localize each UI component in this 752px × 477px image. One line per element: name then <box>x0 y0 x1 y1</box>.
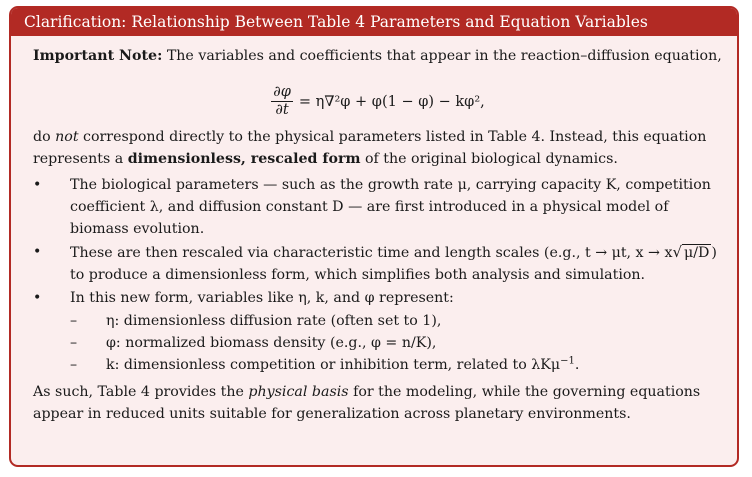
intro-paragraph <box>33 45 723 67</box>
equation-rhs: = η∇²φ + φ(1 − φ) − kφ², <box>298 93 485 110</box>
bullet-text-2b: ) to produce a dimensionless form, which simplifies both analysis and simulation. <box>70 245 717 283</box>
sub-bullet-text-3a: k: dimensionless competition or inhibition term, related to λKμ <box>106 357 561 373</box>
sub-bullet-text-3b: . <box>574 357 580 373</box>
bullet-icon: • <box>33 244 42 260</box>
dash-icon: – <box>70 335 78 351</box>
bullet-text-3: In this new form, variables like η, k, and φ represent: <box>70 290 454 306</box>
sub-bullet-text-2: φ: normalized biomass density (e.g., φ = n/K), <box>106 335 437 351</box>
reaction-diffusion-equation <box>33 81 723 123</box>
equation-denominator: ∂t <box>275 102 289 118</box>
box-header <box>11 8 737 36</box>
sqrt-icon: √ <box>672 243 683 261</box>
para2-part2: correspond directly to the physical parameters listed in Table 4. Instead, this equation represents a <box>33 129 707 167</box>
list-item <box>33 287 723 376</box>
important-note-label: Important Note: <box>33 48 163 64</box>
intro-text: The variables and coefficients that appear in the reaction–diffusion equation, <box>166 48 722 64</box>
list-item <box>33 241 723 286</box>
bullet-icon: • <box>33 177 42 193</box>
box-title: Clarification: Relationship Between Table 4 Parameters and Equation Variables <box>24 13 648 31</box>
list-item <box>33 174 723 240</box>
list-item <box>70 310 723 332</box>
closing-part1: As such, Table 4 provides the <box>33 384 249 400</box>
paragraph-not-correspond <box>33 126 723 170</box>
dash-icon: – <box>70 313 78 329</box>
bullet-text-2a: These are then rescaled via characteristic time and length scales (e.g., t → μt, x → x <box>70 245 673 261</box>
para2-part1: do <box>33 129 56 145</box>
closing-emph: physical basis <box>248 384 349 400</box>
para2-part3: of the original biological dynamics. <box>360 151 618 167</box>
equation-fraction <box>271 84 293 119</box>
closing-paragraph <box>33 381 723 425</box>
bullet-icon: • <box>33 290 42 306</box>
clarification-box <box>9 6 739 467</box>
bullet-list <box>33 174 723 376</box>
closing-part2: for the modeling, while the governing equations appear in reduced units suitable for generalization across planetary environments. <box>33 384 701 422</box>
box-content <box>11 36 737 425</box>
para2-bold: dimensionless, rescaled form <box>127 151 361 167</box>
sub-bullet-list <box>70 310 723 376</box>
para2-emph: not <box>55 129 79 145</box>
sub-bullet-text-1: η: dimensionless diffusion rate (often set to 1), <box>106 313 442 329</box>
equation-numerator: ∂φ <box>273 84 291 100</box>
list-item <box>70 332 723 354</box>
sub-bullet-sup: −1 <box>560 355 575 367</box>
dash-icon: – <box>70 357 78 373</box>
bullet-text-1: The biological parameters — such as the growth rate μ, carrying capacity K, competition coefficient λ, and diffusion constant D — are first introduced in a physical model of biomass evolution. <box>70 177 711 237</box>
sqrt-content: μ/D <box>684 245 710 261</box>
list-item <box>70 354 723 376</box>
